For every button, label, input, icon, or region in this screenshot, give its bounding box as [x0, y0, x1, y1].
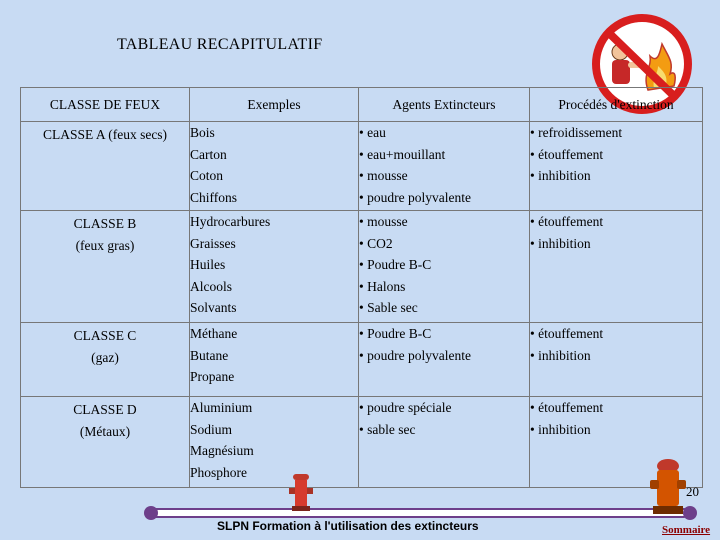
- footer-caption: SLPN Formation à l'utilisation des extincteurs: [217, 519, 479, 533]
- footer-bar-end-left: [144, 506, 158, 520]
- agents-cell: [359, 211, 530, 323]
- table-row: [21, 211, 703, 323]
- agent-item: • Sable sec: [359, 300, 418, 315]
- agent-item: • poudre spéciale: [359, 400, 452, 415]
- exemple-item: Sodium: [190, 421, 233, 437]
- exemple-item: Magnésium: [190, 443, 254, 458]
- agent-item: • CO2: [359, 235, 393, 251]
- agent-item: • poudre polyvalente: [359, 347, 471, 363]
- procedes-cell: [530, 122, 703, 211]
- summary-table: [20, 87, 703, 488]
- agents-cell: [359, 323, 530, 397]
- procede-item: • inhibition: [530, 168, 591, 183]
- classe-label: CLASSE A (feux secs): [42, 127, 168, 142]
- exemple-item: Propane: [190, 369, 235, 384]
- classe-cell: [21, 323, 190, 397]
- procedes-cell: [530, 211, 703, 323]
- table-header-row: [21, 88, 703, 122]
- procede-item: • inhibition: [530, 421, 591, 437]
- classe-label: CLASSE B: [73, 216, 137, 231]
- fire-hydrant-icon: [289, 472, 313, 512]
- classe-sublabel: (Métaux): [79, 423, 131, 439]
- header-exemples: Exemples: [190, 88, 359, 122]
- classe-sublabel: (feux gras): [75, 237, 135, 253]
- agent-item: • Halons: [359, 278, 406, 294]
- exemple-item: Chiffons: [190, 189, 238, 205]
- exemple-item: Méthane: [190, 326, 238, 341]
- header-classe: CLASSE DE FEUX: [21, 88, 190, 122]
- exemple-item: Butane: [190, 347, 229, 363]
- procede-item: • étouffement: [530, 326, 604, 341]
- header-procedes: Procédés d'extinction: [530, 88, 703, 122]
- agent-item: • mousse: [359, 168, 408, 183]
- classe-cell: [21, 122, 190, 211]
- exemple-item: Coton: [190, 168, 224, 183]
- classe-sublabel: (gaz): [91, 349, 119, 365]
- agent-item: • eau: [359, 125, 386, 140]
- exemple-item: Bois: [190, 125, 215, 140]
- page-title: TABLEAU RECAPITULATIF: [117, 36, 323, 53]
- classe-cell: [21, 211, 190, 323]
- exemple-item: Solvants: [190, 300, 237, 315]
- exemples-cell: [190, 122, 359, 211]
- exemple-item: Alcools: [190, 278, 232, 294]
- agent-item: • eau+mouillant: [359, 146, 446, 162]
- exemple-item: Hydrocarbures: [190, 214, 271, 229]
- agent-item: • poudre polyvalente: [359, 189, 471, 205]
- agent-item: • Poudre B-C: [359, 257, 432, 272]
- exemple-item: Phosphore: [190, 464, 247, 480]
- exemples-cell: [190, 397, 359, 488]
- exemple-item: Carton: [190, 146, 227, 162]
- procede-item: • étouffement: [530, 400, 604, 415]
- exemples-cell: [190, 211, 359, 323]
- exemple-item: Graisses: [190, 235, 236, 251]
- classe-label: CLASSE D: [73, 402, 137, 417]
- table-row: [21, 122, 703, 211]
- agent-item: • sable sec: [359, 421, 416, 437]
- page-number: 20: [686, 484, 699, 499]
- procede-item: • inhibition: [530, 347, 591, 363]
- exemple-item: Huiles: [190, 257, 226, 272]
- agents-cell: [359, 122, 530, 211]
- header-agents: Agents Extincteurs: [359, 88, 530, 122]
- procede-item: • étouffement: [530, 214, 604, 229]
- procede-item: • refroidissement: [530, 125, 623, 140]
- classe-cell: [21, 397, 190, 488]
- exemple-item: Aluminium: [190, 400, 253, 415]
- table-row: [21, 323, 703, 397]
- agent-item: • mousse: [359, 214, 408, 229]
- procede-item: • étouffement: [530, 146, 604, 162]
- procedes-cell: [530, 323, 703, 397]
- footer-bar: [148, 508, 689, 518]
- classe-label: CLASSE C: [73, 328, 137, 343]
- agent-item: • Poudre B-C: [359, 326, 432, 341]
- agents-cell: [359, 397, 530, 488]
- fire-hydrant-icon: [648, 458, 688, 516]
- sommaire-link[interactable]: Sommaire: [662, 524, 711, 536]
- table-row: [21, 397, 703, 488]
- procede-item: • inhibition: [530, 235, 591, 251]
- exemples-cell: [190, 323, 359, 397]
